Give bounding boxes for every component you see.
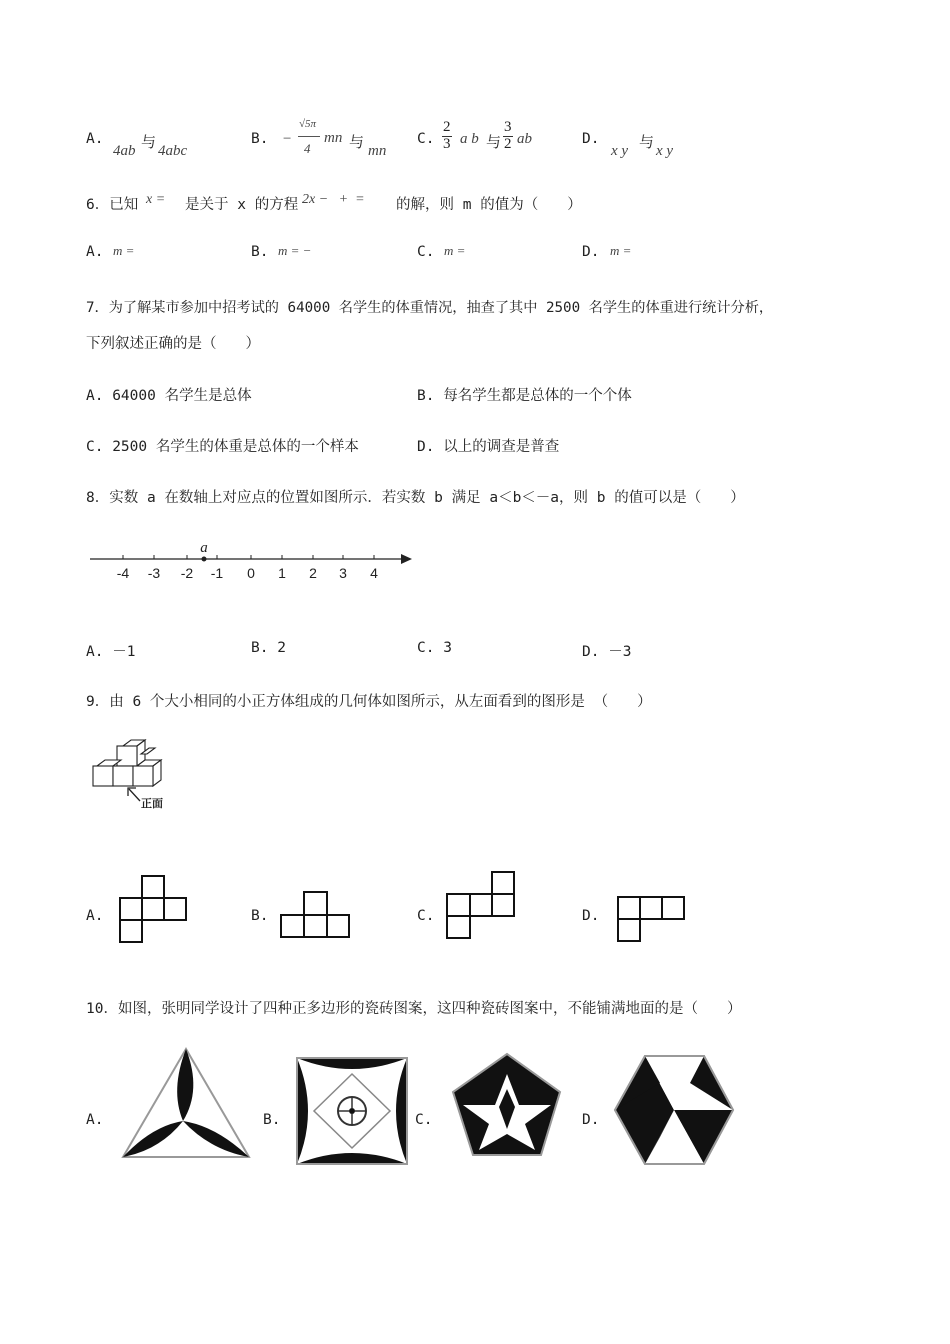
q10-option-c-label: C. <box>415 1112 433 1128</box>
q9-question: 9．由 6 个大小相同的小正方体组成的几何体如图所示，从左面看到的图形是 （ ） <box>86 694 652 710</box>
q6-eq1: x = <box>146 192 166 207</box>
q7-option-c-text: 2500 名学生的体重是总体的一个样本 <box>112 439 359 455</box>
q7-line2: 下列叙述正确的是（ ） <box>86 336 260 352</box>
q5-option-c-f2-den: 2 <box>504 135 512 152</box>
q8-option-c-label: C. <box>417 640 435 656</box>
q7-option-b-label: B. <box>417 388 435 404</box>
q8-option-a-label: A. <box>86 644 104 660</box>
q6-option-d-value: m = <box>610 243 632 258</box>
q6-eq2: 2x − + = <box>302 192 365 207</box>
q6-part2: 是关于 x 的方程 <box>185 197 299 213</box>
q5-option-c-f2-num: 3 <box>504 119 512 135</box>
tick-label-1: 1 <box>278 565 286 581</box>
tile-hexagon <box>615 1056 733 1164</box>
q7-option-a-text: 64000 名学生是总体 <box>112 388 252 404</box>
tick-label-0: 0 <box>247 565 255 581</box>
q6-option-b-label: B. <box>251 244 269 260</box>
tick-label-neg2: -2 <box>180 565 194 581</box>
q9-option-a-label: A. <box>86 908 104 924</box>
q5-option-b-num: √5π <box>299 118 317 130</box>
q5-option-c-label: C. <box>417 131 435 147</box>
q5-option-a-conj: 与 <box>141 133 157 151</box>
q5-option-d-left: x y <box>611 143 629 159</box>
q5-option-a-right: 4abc <box>158 143 188 159</box>
q6-option-c-label: C. <box>417 244 435 260</box>
q5-option-d-right: x y <box>656 143 674 159</box>
q6-option-d-label: D. <box>582 244 600 260</box>
q7-option-a-label: A. <box>86 388 104 404</box>
q5-option-b-mid: mn <box>324 130 343 146</box>
q10-option-b-label: B. <box>263 1112 281 1128</box>
q8-option-c-value: 3 <box>443 640 452 656</box>
q5-option-c-m2: ab <box>517 131 532 147</box>
q5-option-c-conj: 与 <box>486 133 502 151</box>
q5-option-b-conj: 与 <box>349 133 365 151</box>
q8-option-d-value: －3 <box>608 644 632 660</box>
q7-option-b-text: 每名学生都是总体的一个个体 <box>443 388 632 404</box>
q8-option-b-value: 2 <box>277 640 286 656</box>
q8-question: 8．实数 a 在数轴上对应点的位置如图所示．若实数 b 满足 a＜b＜－a，则 b 的值可以是（ ） <box>86 490 745 506</box>
q5-option-d-label: D. <box>582 131 600 147</box>
q9-option-d-label: D. <box>582 908 600 924</box>
tick-label-neg4: -4 <box>116 565 130 581</box>
tick-label-3: 3 <box>339 565 347 581</box>
q9-option-c-label: C. <box>417 908 435 924</box>
q6-part3: 的解，则 m 的值为（ ） <box>396 197 582 213</box>
q6-option-b-value: m = − <box>278 243 312 258</box>
q5-option-a-label: A. <box>86 131 104 147</box>
q5-option-c-f1-den: 3 <box>443 135 451 152</box>
q5-option-c-f1-num: 2 <box>443 119 451 135</box>
q5-option-d-conj: 与 <box>639 133 655 151</box>
point-a-label: a <box>200 540 208 556</box>
q7-option-d-label: D. <box>417 439 435 455</box>
q5-option-b-right: mn <box>368 143 387 159</box>
q7-option-c-label: C. <box>86 439 104 455</box>
tick-label-4: 4 <box>370 565 378 581</box>
q5-option-b-neg: − <box>282 131 293 147</box>
q6-option-a-value: m = <box>113 243 135 258</box>
q5-option-a-left: 4ab <box>113 143 136 159</box>
tick-label-neg3: -3 <box>147 565 161 581</box>
q8-option-a-value: －1 <box>112 644 136 660</box>
front-view-label: 正面 <box>141 797 163 810</box>
q9-option-b-label: B. <box>251 908 269 924</box>
tile-triangle <box>123 1049 249 1157</box>
tick-label-2: 2 <box>309 565 317 581</box>
q5-option-b-label: B. <box>251 131 269 147</box>
q6-option-c-value: m = <box>444 243 466 258</box>
q5-option-b-den: 4 <box>304 141 311 156</box>
q10-option-d-label: D. <box>582 1112 600 1128</box>
q10-option-a-label: A. <box>86 1112 104 1128</box>
tile-pentagon <box>453 1054 560 1155</box>
tick-label-neg1: -1 <box>210 565 224 581</box>
q10-question: 10．如图，张明同学设计了四种正多边形的瓷砖图案，这四种瓷砖图案中，不能铺满地面的是（ ） <box>86 1001 742 1017</box>
q7-option-d-text: 以上的调查是普查 <box>443 439 560 455</box>
q8-option-d-label: D. <box>582 644 600 660</box>
q8-option-b-label: B. <box>251 640 269 656</box>
q7-line1: 7．为了解某市参加中招考试的 64000 名学生的体重情况，抽查了其中 2500 名学生的体重进行统计分析， <box>86 300 774 316</box>
q6-option-a-label: A. <box>86 244 104 260</box>
q6-part1: 6．已知 <box>86 197 139 213</box>
tile-square <box>297 1058 407 1164</box>
q5-option-c-m1: a b <box>460 131 479 147</box>
